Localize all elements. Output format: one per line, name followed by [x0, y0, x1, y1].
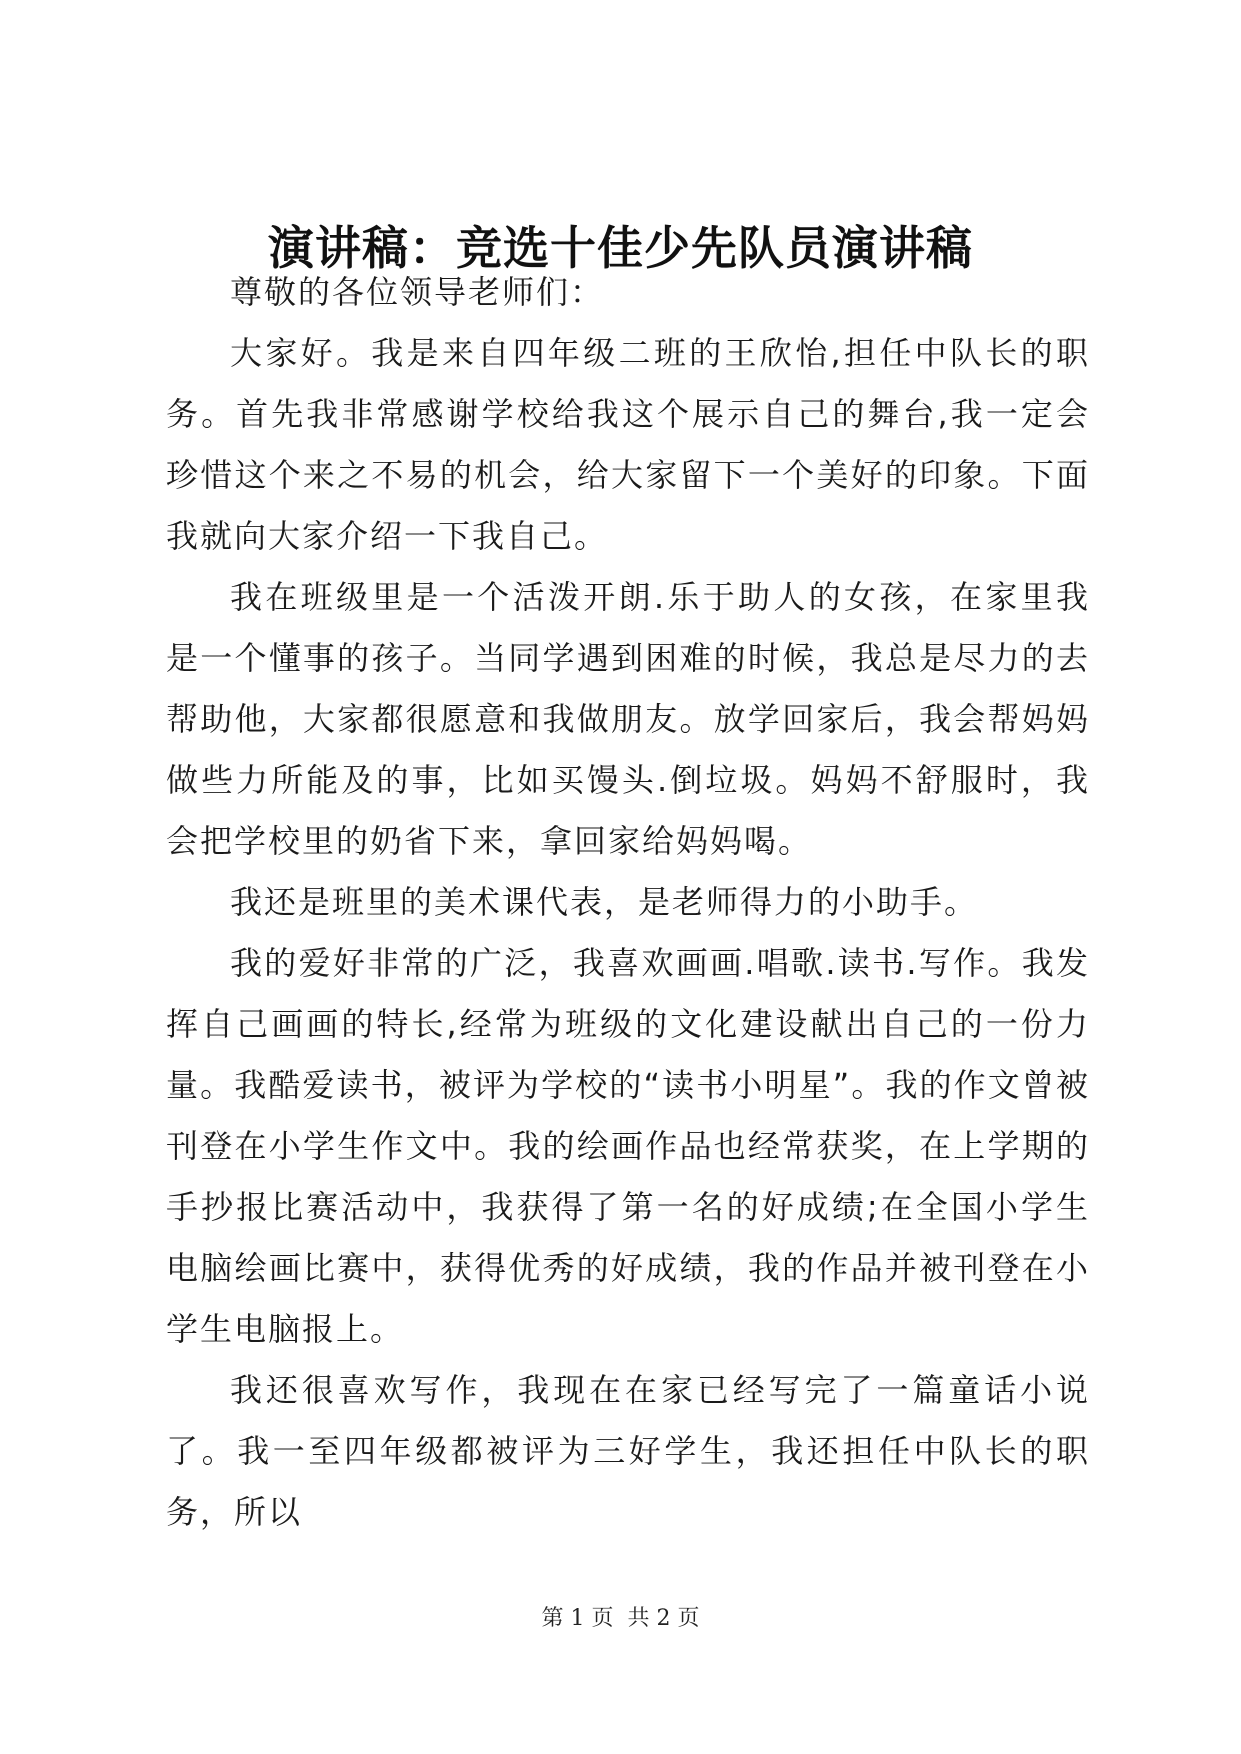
paragraph-greeting: 尊敬的各位领导老师们： — [230, 273, 605, 311]
page-number-footer — [0, 1604, 1241, 1634]
document-body — [166, 262, 1090, 1543]
paragraph-hobbies: 我的爱好非常的广泛，我喜欢画画.唱歌.读书.写作。我发挥自己画画的特长,经常为班级的文化建设献出自己的一份力量。我酷爱读书，被评为学校的“读书小明星”。我的作文曾被刊登在小学生作文中。我的绘画作品也经常获奖，在上学期的手抄报比赛活动中，我获得了第一名的好成绩;在全国小学生电脑绘画比赛中，获得优秀的好成绩，我的作品并被刊登在小学生电脑报上。 — [166, 944, 1090, 1348]
paragraph-personality: 我在班级里是一个活泼开朗.乐于助人的女孩，在家里我是一个懂事的孩子。当同学遇到困难的时候，我总是尽力的去帮助他，大家都很愿意和我做朋友。放学回家后，我会帮妈妈做些力所能及的事，比如买馒头.倒垃圾。妈妈不舒服时，我会把学校里的奶省下来，拿回家给妈妈喝。 — [166, 578, 1090, 860]
page-number-label: 第 1 页 共 2 页 — [541, 1606, 700, 1631]
paragraph-art-representative: 我还是班里的美术课代表，是老师得力的小助手。 — [230, 883, 979, 921]
paragraph-writing: 我还很喜欢写作，我现在在家已经写完了一篇童话小说了。我一至四年级都被评为三好学生，我还担任中队长的职务，所以 — [166, 1371, 1090, 1531]
document-title: 演讲稿：竞选十佳少先队员演讲稿 — [268, 221, 973, 275]
paragraph-introduction: 大家好。我是来自四年级二班的王欣怡,担任中队长的职务。首先我非常感谢学校给我这个展示自己的舞台,我一定会珍惜这个来之不易的机会，给大家留下一个美好的印象。下面我就向大家介绍一下我自己。 — [166, 334, 1090, 555]
